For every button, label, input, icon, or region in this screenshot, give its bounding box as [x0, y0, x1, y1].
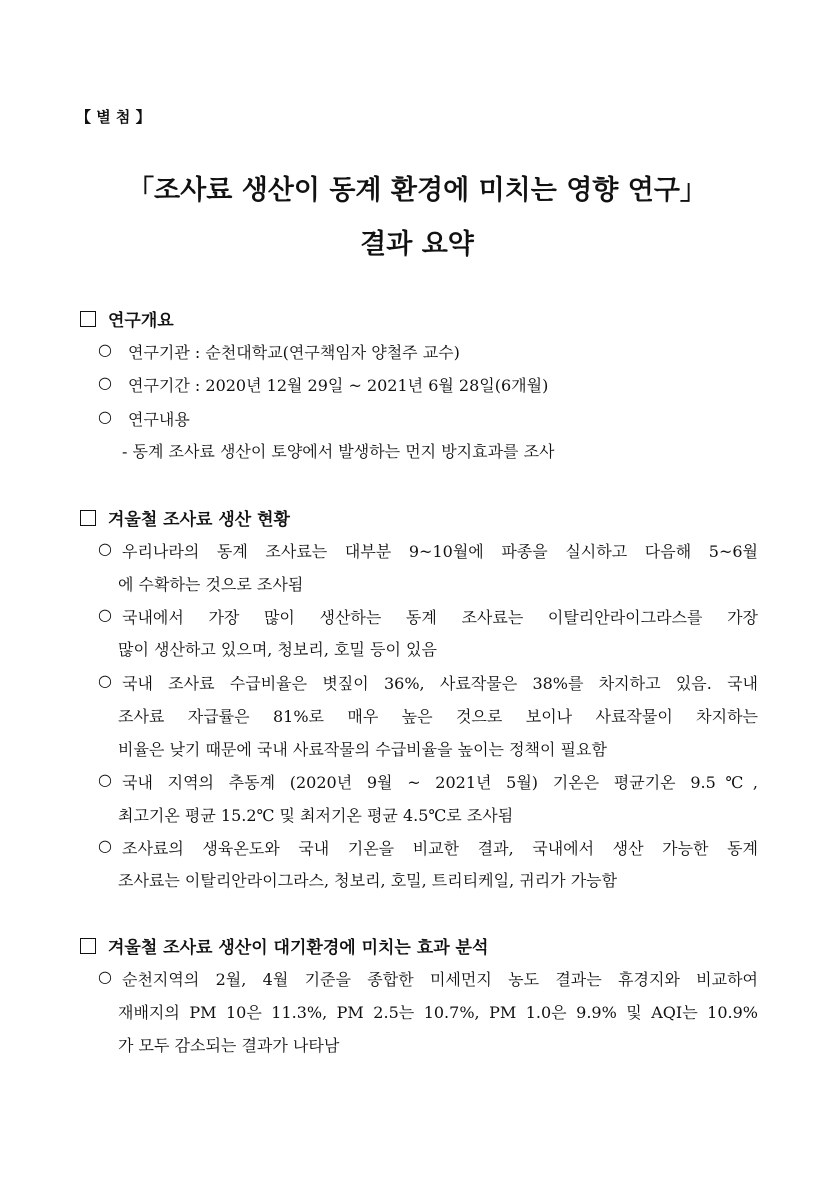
paragraph-line: 국내 지역의 추동계 (2020년 9월 ~ 2021년 5월) 기온은 평균기온 9.5℃, [122, 773, 758, 792]
checkbox-square-icon [80, 311, 96, 327]
paragraph-line: 비율은 낮기 때문에 국내 사료작물의 수급비율을 높이는 정책이 필요함 [118, 740, 607, 759]
paragraph-line: 조사료 자급률은 81%로 매우 높은 것으로 보이나 사료작물이 차지하는 [118, 707, 758, 726]
bullet-icon: ○ [98, 671, 112, 690]
bullet-icon: ○ [98, 967, 112, 986]
paragraph-line: 많이 생산하고 있으며, 청보리, 호밀 등이 있음 [118, 640, 437, 659]
paragraph-line: 재배지의 PM 10은 11.3%, PM 2.5는 10.7%, PM 1.0은 9.9% 및 AQI는 10.9% [118, 1003, 758, 1022]
bullet-icon: ○ [98, 340, 112, 359]
checkbox-square-icon [80, 510, 96, 526]
overview-content-detail: - 동계 조사료 생산이 토양에서 발생하는 먼지 방지효과를 조사 [122, 442, 555, 461]
paragraph-line: 최고기온 평균 15.2℃ 및 최저기온 평균 4.5℃로 조사됨 [118, 806, 514, 825]
bullet-icon: ○ [98, 836, 112, 855]
bullet-icon: ○ [98, 373, 112, 392]
paragraph-line: 가 모두 감소되는 결과가 나타남 [118, 1036, 340, 1055]
bullet-icon: ○ [98, 605, 112, 624]
paragraph-line: 순천지역의 2월, 4월 기준을 종합한 미세먼지 농도 결과는 휴경지와 비교하여 [122, 970, 758, 989]
section-heading-text: 연구개요 [108, 311, 174, 331]
paragraph-line: 조사료의 생육온도와 국내 기온을 비교한 결과, 국내에서 생산 가능한 동계 [122, 839, 758, 858]
section-heading-text: 겨울철 조사료 생산이 대기환경에 미치는 효과 분석 [108, 938, 489, 958]
bullet-icon: ○ [98, 407, 112, 426]
section-heading-status [80, 505, 290, 530]
overview-content: 연구내용 [128, 410, 190, 429]
bullet-icon: ○ [98, 539, 112, 558]
section-heading-text: 겨울철 조사료 생산 현황 [108, 510, 290, 530]
checkbox-square-icon [80, 938, 96, 954]
overview-institution: 연구기관 : 순천대학교(연구책임자 양철주 교수) [128, 343, 460, 362]
section-heading-effect [80, 933, 488, 958]
attachment-label: 【 별 첨 】 [76, 108, 151, 126]
paragraph-line: 국내에서 가장 많이 생산하는 동계 조사료는 이탈리안라이그라스를 가장 [122, 608, 758, 627]
paragraph-line: 조사료는 이탈리안라이그라스, 청보리, 호밀, 트리티케일, 귀리가 가능함 [118, 871, 618, 890]
paragraph-line: 에 수확하는 것으로 조사됨 [118, 575, 304, 594]
document-subtitle: 결과 요약 [360, 229, 474, 260]
overview-period: 연구기간 : 2020년 12월 29일 ~ 2021년 6월 28일(6개월) [128, 376, 549, 395]
paragraph-line: 우리나라의 동계 조사료는 대부분 9~10월에 파종을 실시하고 다음해 5~6월 [122, 542, 758, 561]
paragraph-line: 국내 조사료 수급비율은 볏짚이 36%, 사료작물은 38%를 차지하고 있음. 국내 [122, 674, 758, 693]
document-title: 「조사료 생산이 동계 환경에 미치는 영향 연구」 [127, 175, 707, 206]
bullet-icon: ○ [98, 770, 112, 789]
section-heading-overview [80, 306, 174, 331]
